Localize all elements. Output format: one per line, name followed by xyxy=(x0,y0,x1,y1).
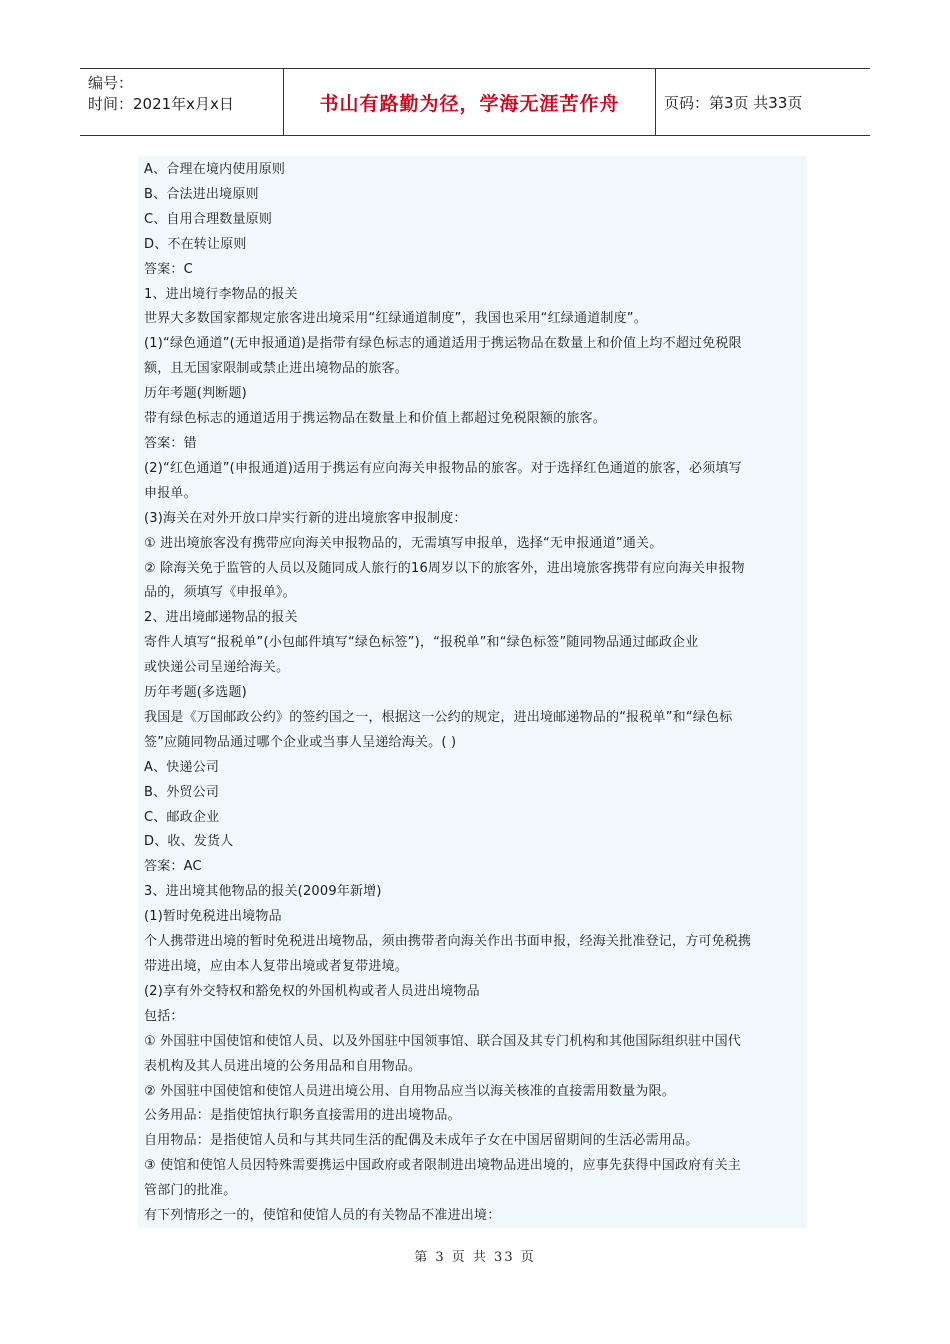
page-header xyxy=(80,68,870,136)
text-line: C、自用合理数量原则 xyxy=(144,211,273,227)
document-date-label: 时间：2021年x月x日 xyxy=(88,95,234,113)
text-line: 寄件人填写“报税单”(小包邮件填写“绿色标签”)，“报税单”和“绿色标签”随同物品通过邮政企业 xyxy=(144,635,699,651)
text-line: 2、进出境邮递物品的报关 xyxy=(144,610,298,626)
text-line: 我国是《万国邮政公约》的签约国之一，根据这一公约的规定，进出境邮递物品的“报税单”和“绿色标 xyxy=(144,709,733,725)
text-line: 历年考题(多选题) xyxy=(144,685,247,701)
text-line: 带进出境，应由本人复带出境或者复带进境。 xyxy=(144,959,409,974)
text-line: ② 外国驻中国使馆和使馆人员进出境公用、自用物品应当以海关核准的直接需用数量为限。 xyxy=(144,1083,675,1099)
document-body xyxy=(138,156,807,1228)
text-line: 世界大多数国家都规定旅客进出境采用“红绿通道制度”，我国也采用“红绿通道制度”。 xyxy=(144,311,647,327)
text-line: A、合理在境内使用原则 xyxy=(144,162,286,177)
text-line: A、快递公司 xyxy=(144,759,220,775)
text-line: (2)享有外交特权和豁免权的外国机构或者人员进出境物品 xyxy=(144,983,480,999)
text-line: 3、进出境其他物品的报关(2009年新增) xyxy=(144,884,382,900)
text-line: (2)“红色通道”(申报通道)适用于携运有应向海关申报物品的旅客。对于选择红色通道的旅客，必须填写 xyxy=(144,460,742,476)
text-line: (1)暂时免税进出境物品 xyxy=(144,909,282,925)
text-line: 申报单。 xyxy=(144,485,197,501)
header-page-number: 页码：第3页 共33页 xyxy=(664,93,803,112)
document-number-label: 编号： xyxy=(88,74,134,92)
text-line: B、外贸公司 xyxy=(144,784,220,800)
text-line: 带有绿色标志的通道适用于携运物品在数量上和价值上都超过免税限额的旅客。 xyxy=(144,411,607,427)
text-line: 答案：AC xyxy=(144,859,202,875)
text-line: 额，且无国家限制或禁止进出境物品的旅客。 xyxy=(144,361,409,377)
header-info-cell xyxy=(80,69,283,135)
text-line: 管部门的批准。 xyxy=(144,1183,237,1199)
text-line: C、邮政企业 xyxy=(144,809,220,825)
text-line: 包括： xyxy=(144,1008,184,1024)
text-line: D、收、发货人 xyxy=(144,834,234,850)
text-line: 表机构及其人员进出境的公务用品和自用物品。 xyxy=(144,1058,422,1074)
text-line: 答案：C xyxy=(144,261,193,277)
text-line: B、合法进出境原则 xyxy=(144,186,259,202)
text-line: ① 外国驻中国使馆和使馆人员、以及外国驻中国领事馆、联合国及其专门机构和其他国际组织驻中国代 xyxy=(144,1033,741,1049)
text-line: 有下列情形之一的，使馆和使馆人员的有关物品不准进出境： xyxy=(144,1208,501,1224)
page-footer: 第 3 页 共 33 页 xyxy=(414,1250,536,1265)
text-line: ③ 使馆和使馆人员因特殊需要携运中国政府或者限制进出境物品进出境的，应事先获得中国政府有关主 xyxy=(144,1158,741,1174)
text-line: (3)海关在对外开放口岸实行新的进出境旅客申报制度： xyxy=(144,510,467,526)
text-line: 自用物品：是指使馆人员和与其共同生活的配偶及未成年子女在中国居留期间的生活必需用品。 xyxy=(144,1133,699,1149)
text-line: D、不在转让原则 xyxy=(144,236,247,252)
text-line: 1、进出境行李物品的报关 xyxy=(144,286,298,302)
text-line: 答案：错 xyxy=(144,435,197,451)
text-line: (1)“绿色通道”(无申报通道)是指带有绿色标志的通道适用于携运物品在数量上和价值上均不超过免税限 xyxy=(144,336,742,352)
text-line: 品的，须填写《申报单》。 xyxy=(144,585,296,601)
text-line: ② 除海关免于监管的人员以及随同成人旅行的16周岁以下的旅客外，进出境旅客携带有应向海关申报物 xyxy=(144,560,745,576)
text-line: 公务用品：是指使馆执行职务直接需用的进出境物品。 xyxy=(144,1108,461,1124)
text-line: 历年考题(判断题) xyxy=(144,386,247,402)
text-line: ① 进出境旅客没有携带应向海关申报物品的，无需填写申报单，选择“无申报通道”通关。 xyxy=(144,535,663,551)
text-line: 个人携带进出境的暂时免税进出境物品，须由携带者向海关作出书面申报，经海关批准登记，方可免税携 xyxy=(144,934,752,950)
header-motto: 书山有路勤为径，学海无涯苦作舟 xyxy=(283,69,656,135)
text-line: 或快递公司呈递给海关。 xyxy=(144,660,290,676)
text-line: 签”应随同物品通过哪个企业或当事人呈递给海关。( ) xyxy=(144,734,457,750)
